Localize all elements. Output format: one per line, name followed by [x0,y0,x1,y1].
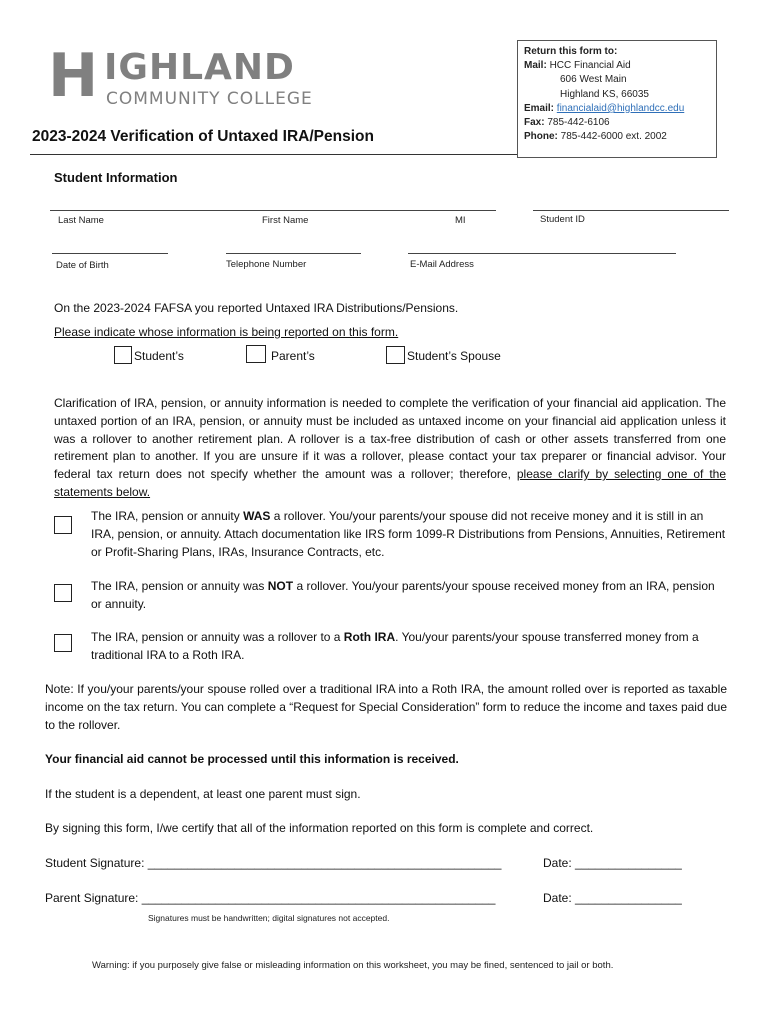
mail-line: Mail: HCC Financial Aid [524,60,631,72]
student-id-line[interactable] [533,210,729,211]
signature-note: Signatures must be handwritten; digital signatures not accepted. [148,913,390,923]
statement-roth-rollover: The IRA, pension or annuity was a rollover to a Roth IRA. You/your parents/your spouse transferred money from a traditional IRA to a Roth IRA. [91,630,699,662]
statement-was-rollover: The IRA, pension or annuity WAS a rollover. You/your parents/your spouse did not receive money and it is still in an IRA, pension, or annuity. Attach documentation like IRS form 1099-R Distributions from Pensions, Annuities, Retirement or Profit-Sharing Plans, IRAs, Insurance Contracts, etc. [91,509,726,559]
fax-line: Fax: 785-442-6106 [524,117,610,129]
parents-checkbox[interactable] [246,345,266,363]
student-info-heading: Student Information [54,170,178,185]
name-line[interactable] [50,210,496,211]
logo-subtitle: COMMUNITY COLLEGE [106,89,313,109]
spouse-checkbox[interactable] [386,346,405,364]
college-logo [48,41,368,112]
mail-city: Highland KS, 66035 [560,88,649,100]
student-signature-row[interactable]: Student Signature: _____________________________________________________ [45,856,502,870]
email-address-label: E-Mail Address [410,259,474,270]
student-signature-field: _____________________________________________________ [147,856,502,870]
clarify-instruction: please clarify by selecting one of the statements below. [54,467,726,499]
students-checkbox[interactable] [114,346,132,364]
roth-note: Note: If you/your parents/your spouse rolled over a traditional IRA into a Roth IRA, the amount rolled over is reported as taxable income on the tax return. You can complete a “Request for Special Consideration” form to reduce the income and taxes paid due to the rollover. [45,682,727,732]
student-date-row[interactable]: Date: ________________ [543,856,682,870]
title-divider [30,154,517,155]
logo-h-letter: H [48,41,97,111]
telephone-label: Telephone Number [226,259,307,270]
legal-warning: Warning: if you purposely give false or misleading information on this worksheet, you may be fined, sentenced to jail or both. [92,960,614,971]
email-link[interactable]: financialaid@highlandcc.edu [556,102,685,114]
phone-line-field[interactable] [226,253,361,254]
parents-option-label: Parent’s [271,349,315,363]
email-line-field[interactable] [408,253,676,254]
mi-label: MI [455,215,466,226]
was-rollover-checkbox[interactable] [54,516,72,534]
parent-signature-field: _____________________________________________________ [141,891,496,905]
mail-street: 606 West Main [560,74,627,86]
email-line: Email: financialaid@highlandcc.edu [524,102,685,114]
dob-line[interactable] [52,253,168,254]
processing-warning: Your financial aid cannot be processed until this information is received. [45,752,459,766]
dependent-instruction: If the student is a dependent, at least one parent must sign. [45,787,361,801]
not-rollover-checkbox[interactable] [54,584,72,602]
logo-name: IGHLAND [104,47,295,88]
reported-intro: On the 2023-2024 FAFSA you reported Untaxed IRA Distributions/Pensions. [54,301,459,315]
indicate-instruction: Please indicate whose information is being reported on this form. [54,325,399,339]
first-name-label: First Name [262,215,309,226]
return-address-box [517,40,717,158]
return-heading: Return this form to: [524,46,618,57]
last-name-label: Last Name [58,215,104,226]
parent-date-row[interactable]: Date: ________________ [543,891,682,905]
certification-statement: By signing this form, I/we certify that all of the information reported on this form is complete and correct. [45,821,594,835]
student-date-field: ________________ [575,856,682,870]
student-id-label: Student ID [540,214,585,225]
students-option-label: Student’s [134,349,184,363]
parent-signature-row[interactable]: Parent Signature: _____________________________________________________ [45,891,496,905]
clarification-paragraph: Clarification of IRA, pension, or annuity information is needed to complete the verification of your financial aid application. The untaxed portion of an IRA, pension, or annuity must be included as untaxed income on your financial aid application unless it was a rollover to another retirement plan. A rollover is a tax-free distribution of cash or other assets transferred from one retirement plan to another. If you are unsure if it was a rollover, please contact your tax preparer or financial advisor. Your federal tax return does not specify whether the amount was a rollover; therefore, please clarify by selecting one of the statements below. [54,396,726,499]
phone-line: Phone: 785-442-6000 ext. 2002 [524,131,667,143]
roth-rollover-checkbox[interactable] [54,634,72,652]
parent-date-field: ________________ [575,891,682,905]
statement-not-rollover: The IRA, pension or annuity was NOT a rollover. You/your parents/your spouse received money from an IRA, pension or annuity. [91,579,715,611]
dob-label: Date of Birth [56,260,109,271]
form-title: 2023-2024 Verification of Untaxed IRA/Pension [32,128,374,145]
spouse-option-label: Student’s Spouse [407,349,501,363]
